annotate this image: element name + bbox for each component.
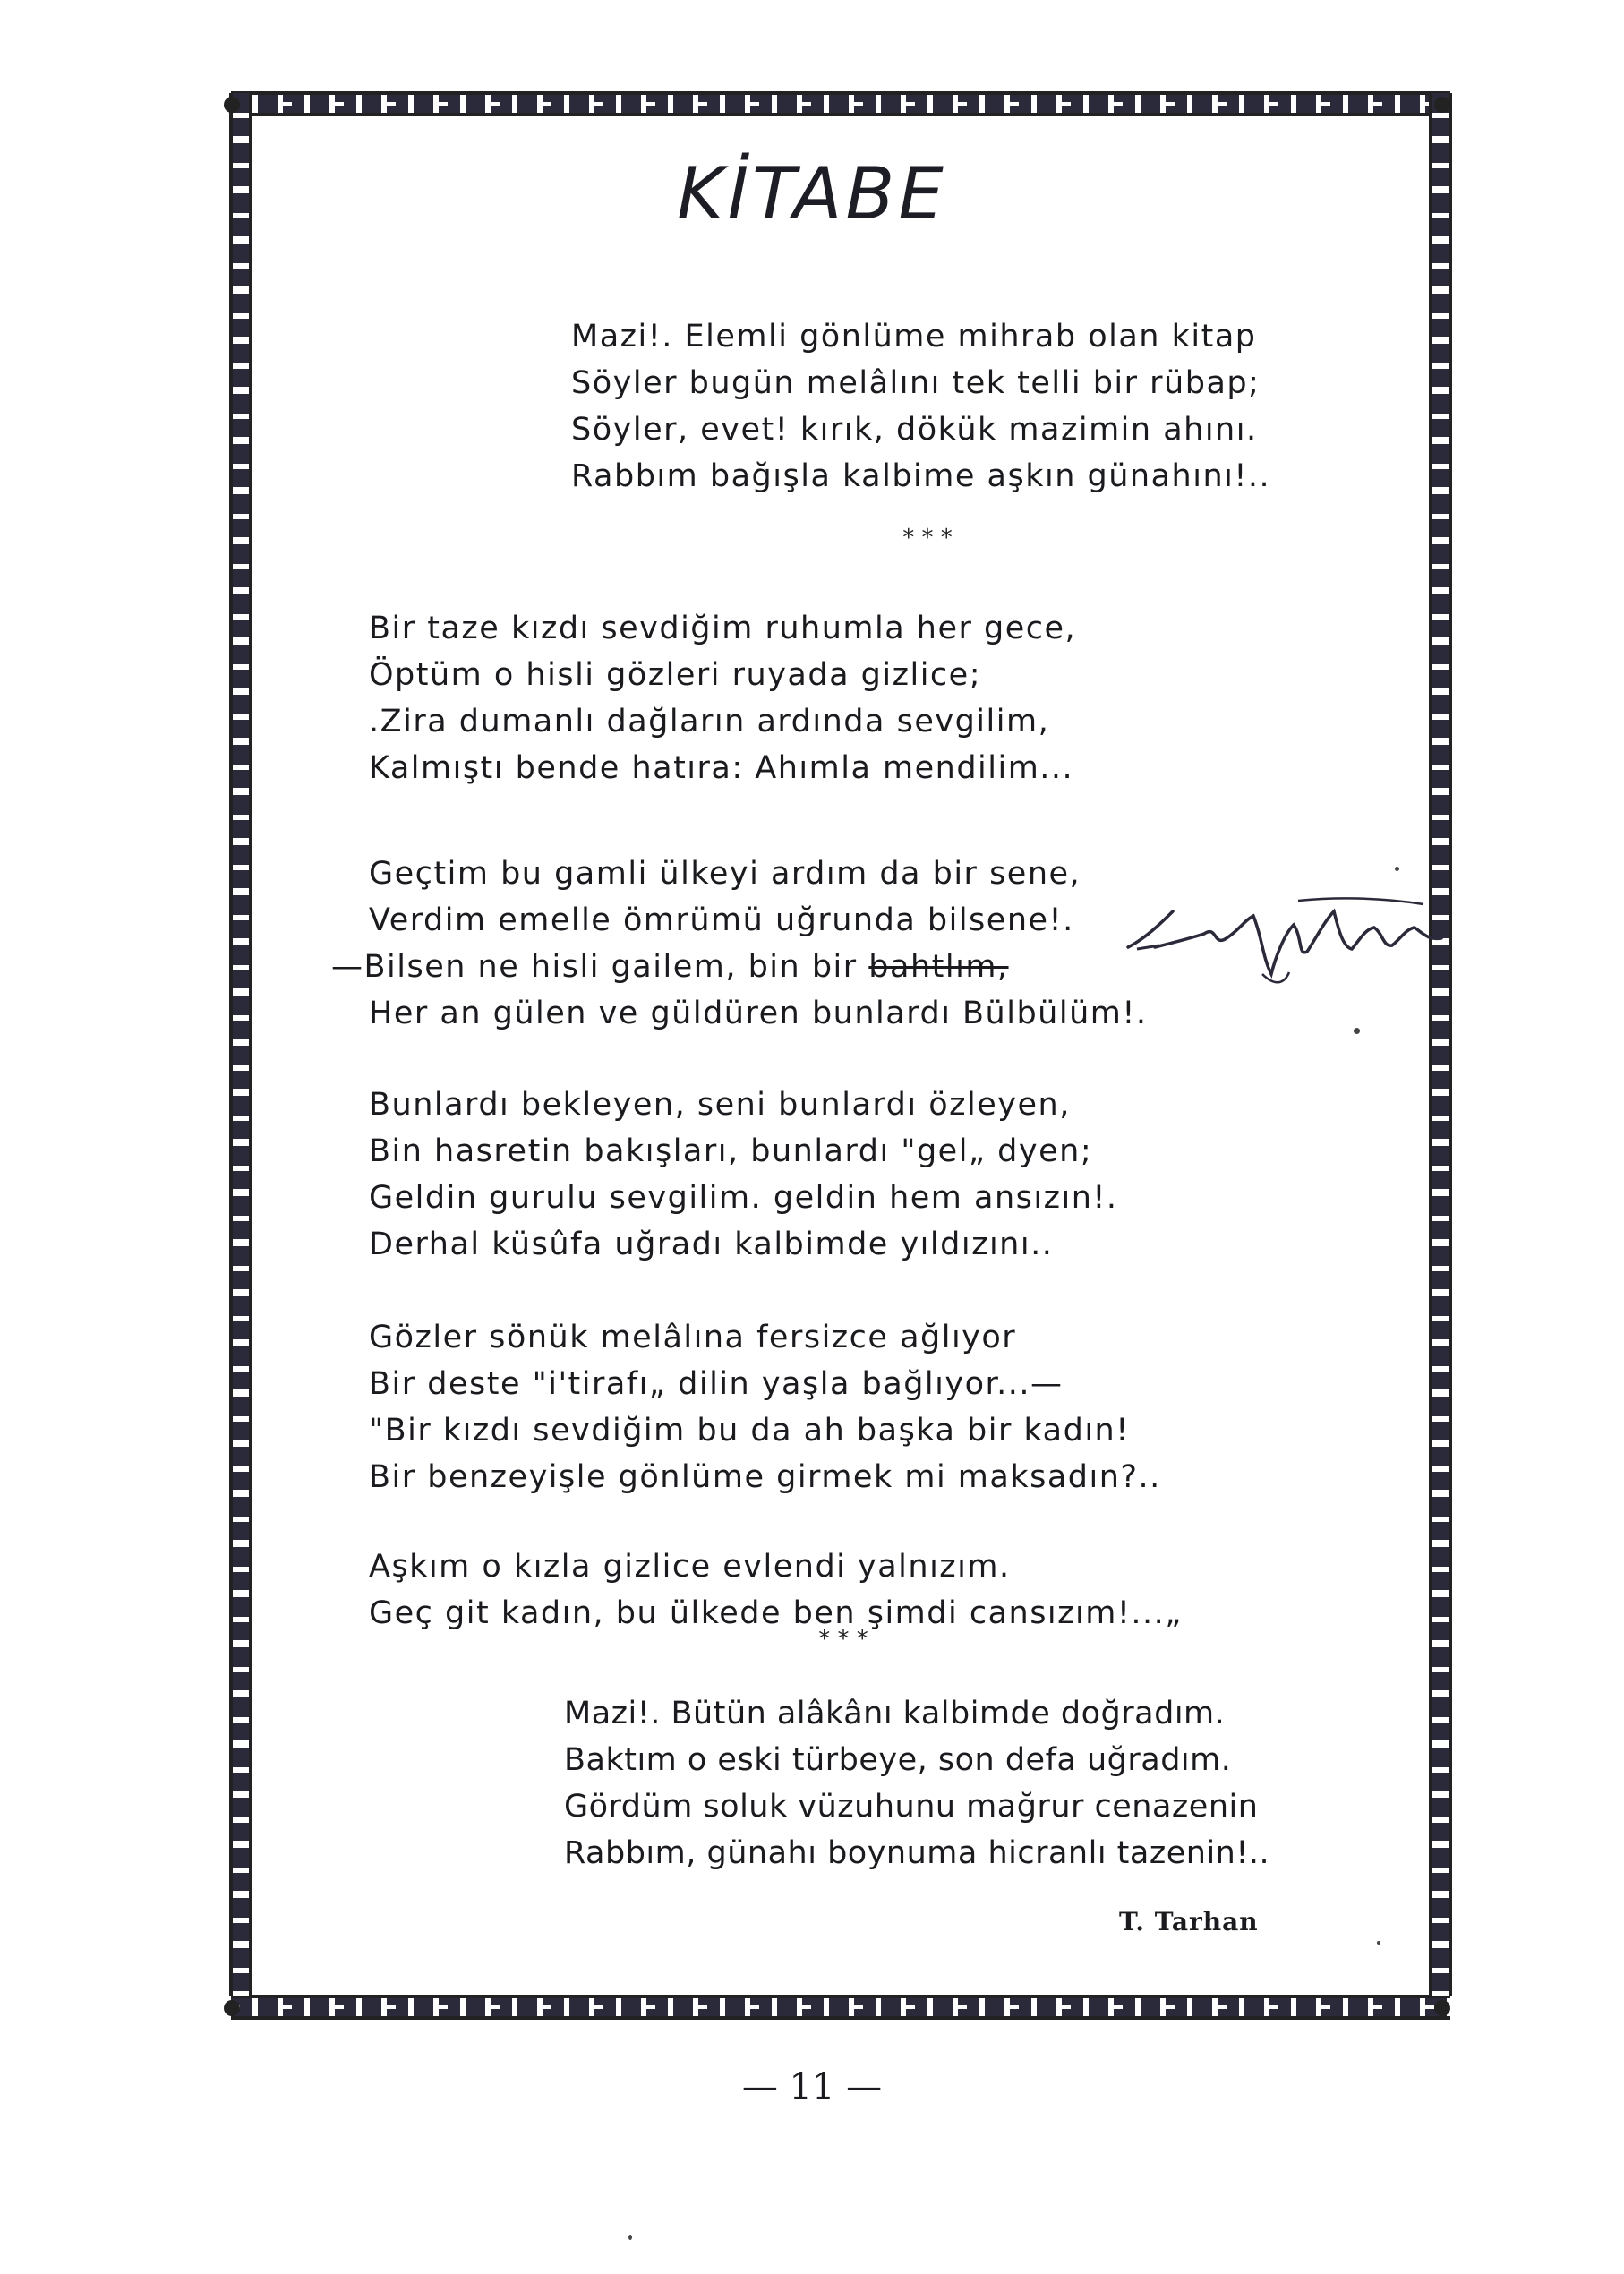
verse-line: .Zira dumanlı dağların ardında sevgilim, — [369, 704, 1050, 739]
stanza-7 — [564, 1690, 1269, 1876]
ornament-border-top — [231, 91, 1450, 116]
verse-line-with-strikethrough — [331, 944, 1148, 990]
verse-line: Geldin gurulu sevgilim. geldin hem ansızın!. — [369, 1180, 1118, 1216]
scan-speck — [1395, 867, 1399, 871]
ornament-border-bottom — [231, 1995, 1450, 2020]
verse-line: Bunlardı bekleyen, seni bunlardı özleyen, — [369, 1087, 1071, 1123]
author-name: T. Tarhan — [1119, 1907, 1259, 1936]
asterism-separator: * * * — [818, 1626, 868, 1653]
verse-line: Söyler, evet! kırık, dökük mazimin ahını. — [571, 412, 1258, 448]
verse-line: Öptüm o hisli gözleri ruyada gizlice; — [369, 657, 981, 693]
verse-line-start: —Bilsen ne hisli gailem, bin bir — [331, 949, 869, 985]
stanza-6 — [369, 1543, 1183, 1637]
verse-line: Geç git kadın, bu ülkede ben şimdi cansızım!...„ — [369, 1595, 1183, 1631]
verse-line: Baktım o eski türbeye, son defa uğradım. — [564, 1742, 1232, 1778]
handwritten-signature — [1119, 885, 1450, 992]
verse-line: Her an gülen ve güldüren bunlardı Bülbülüm!. — [369, 996, 1148, 1031]
verse-line: Mazi!. Elemli gönlüme mihrab olan kitap — [571, 319, 1257, 355]
verse-line: Bir benzeyişle gönlüme girmek mi maksadın?.. — [369, 1459, 1161, 1495]
stanza-2 — [369, 605, 1076, 791]
stanza-5 — [369, 1314, 1161, 1500]
struck-word: bahtlım, — [868, 949, 1009, 985]
verse-line: Mazi!. Bütün alâkânı kalbimde doğradım. — [564, 1696, 1226, 1731]
verse-line: Geçtim bu gamli ülkeyi ardım da bir sene, — [369, 856, 1081, 892]
verse-line: Gördüm soluk vüzuhunu mağrur cenazenin — [564, 1789, 1259, 1825]
corner-ornament-bottom-left — [224, 2000, 240, 2016]
verse-line: Bir taze kızdı sevdiğim ruhumla her gece, — [369, 611, 1077, 646]
verse-line: Söyler bugün melâlını tek telli bir rübap; — [571, 365, 1261, 401]
asterism-separator: * * * — [902, 525, 953, 551]
verse-line: Gözler sönük melâlına fersizce ağlıyor — [369, 1320, 1017, 1355]
verse-line: "Bir kızdı sevdiğim bu da ah başka bir kadın! — [369, 1413, 1130, 1449]
verse-line: Derhal küsûfa uğradı kalbimde yıldızını.. — [369, 1227, 1054, 1262]
stanza-4 — [369, 1081, 1118, 1268]
ornament-border-right — [1429, 93, 1452, 1996]
scan-speck — [628, 2235, 632, 2240]
verse-line: Bir deste "i'tirafı„ dilin yaşla bağlıyor...— — [369, 1366, 1064, 1402]
stanza-3 — [331, 851, 1148, 1037]
scan-speck — [1354, 1028, 1360, 1034]
poem-title: KİTABE — [677, 152, 947, 235]
scan-speck — [1377, 1941, 1380, 1945]
verse-line: Aşkım o kızla gizlice evlendi yalnızım. — [369, 1549, 1011, 1585]
verse-line: Kalmıştı bende hatıra: Ahımla mendilim... — [369, 750, 1074, 786]
corner-ornament-top-left — [224, 97, 240, 113]
page-number: — 11 — — [741, 2066, 883, 2107]
ornament-border-left — [229, 93, 252, 1996]
verse-line: Verdim emelle ömrümü uğrunda bilsene!. — [369, 902, 1074, 938]
verse-line: Rabbım, günahı boynuma hicranlı tazenin!.. — [564, 1835, 1270, 1871]
stanza-1 — [571, 313, 1270, 500]
verse-line: Rabbım bağışla kalbime aşkın günahını!.. — [571, 458, 1271, 494]
corner-ornament-top-right — [1434, 97, 1450, 113]
corner-ornament-bottom-right — [1434, 2000, 1450, 2016]
verse-line: Bin hasretin bakışları, bunlardı "gel„ dyen; — [369, 1133, 1093, 1169]
